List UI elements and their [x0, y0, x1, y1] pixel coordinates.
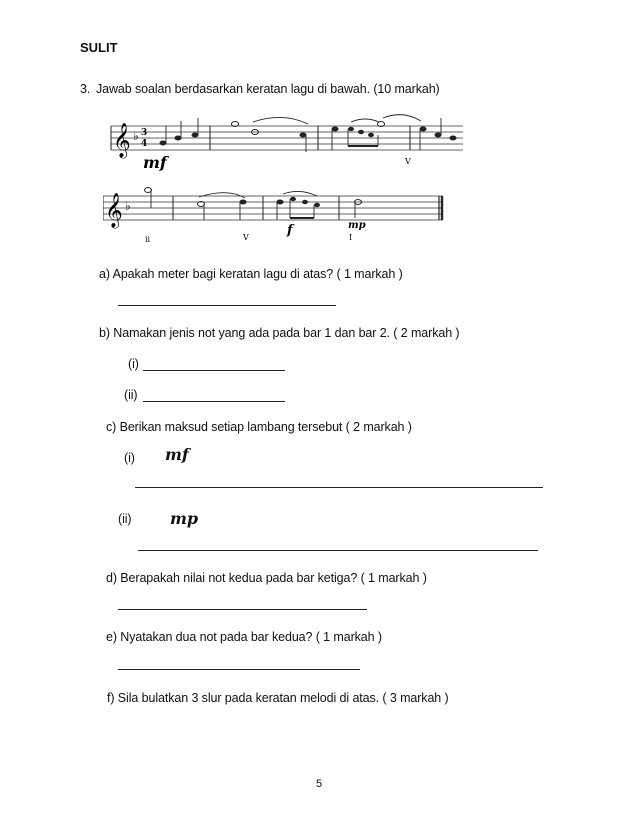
answer-line-d[interactable]	[118, 609, 367, 610]
notes-row-1	[160, 122, 457, 146]
dynamic-mf-row-1: mf	[143, 153, 167, 172]
question-f: f) Sila bulatkan 3 slur pada keratan melodi di atas. ( 3 markah )	[107, 691, 449, 705]
answer-line-a[interactable]	[118, 305, 336, 306]
dynamic-mp-row-2: mp	[348, 220, 366, 231]
chord-numeral-ii: ii	[145, 235, 151, 244]
question-c-i-label: (i)	[124, 451, 135, 465]
staff-row-2	[103, 196, 443, 220]
question-c-ii-label: (ii)	[118, 512, 132, 526]
question-e: e) Nyatakan dua not pada bar kedua? ( 1 markah )	[106, 630, 382, 644]
question-b: b) Namakan jenis not yang ada pada bar 1 dan bar 2. ( 2 markah )	[99, 326, 460, 340]
page-number: 5	[316, 778, 323, 790]
question-c: c) Berikan maksud setiap lambang tersebut ( 2 markah )	[106, 420, 412, 434]
notes-row-2	[145, 188, 362, 208]
music-score-excerpt	[103, 108, 463, 258]
question-number: 3.	[80, 82, 91, 96]
stems-and-slurs-row-2	[151, 190, 355, 220]
answer-line-b-i[interactable]	[143, 370, 285, 371]
answer-line-b-ii[interactable]	[143, 401, 285, 402]
chord-numeral-i: I	[349, 233, 353, 242]
answer-line-c-ii[interactable]	[138, 550, 538, 551]
answer-line-c-i[interactable]	[135, 487, 543, 488]
flat-icon: ♭	[133, 129, 139, 143]
answer-line-e[interactable]	[118, 669, 360, 670]
treble-clef-icon: 𝄞	[105, 193, 123, 228]
symbol-mf: mf	[165, 445, 189, 464]
time-signature-bottom: 4	[141, 139, 148, 149]
chord-numeral-row-1: V	[405, 157, 411, 166]
treble-clef-icon: 𝄞	[113, 123, 131, 158]
document-header: SULIT	[80, 40, 118, 55]
question-d: d) Berapakah nilai not kedua pada bar ketiga? ( 1 markah )	[106, 571, 427, 585]
flat-icon: ♭	[125, 199, 131, 213]
question-instruction: Jawab soalan berdasarkan keratan lagu di bawah. (10 markah)	[96, 82, 440, 96]
question-b-i-label: (i)	[128, 357, 139, 371]
question-a: a) Apakah meter bagi keratan lagu di atas? ( 1 markah )	[99, 267, 403, 281]
symbol-mp: mp	[170, 509, 199, 528]
question-b-ii-label: (ii)	[124, 388, 138, 402]
dynamic-f-row-2: f	[287, 223, 293, 238]
time-signature-top: 3	[141, 128, 148, 138]
chord-numeral-v: V	[243, 233, 249, 242]
